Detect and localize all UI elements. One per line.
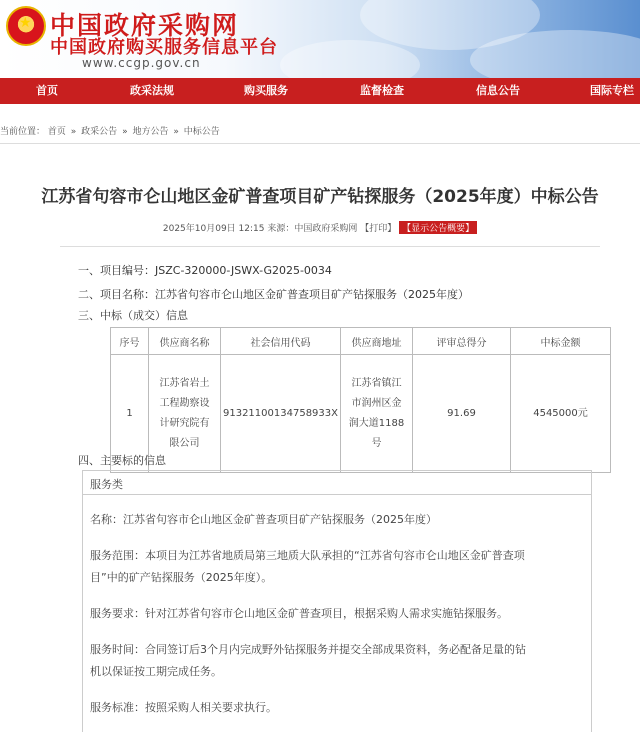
- col-credit-code: 社会信用代码: [221, 328, 341, 355]
- cell-line: 限公司: [169, 437, 200, 449]
- cell-line: 江苏省岩土: [159, 377, 210, 389]
- award-info-heading: 三、中标（成交）信息: [78, 309, 188, 322]
- nav-international[interactable]: 国际专栏: [590, 84, 634, 97]
- service-scope: 服务范围：本项目为江苏省地质局第三地质大队承担的“江苏省句容市仑山地区金矿普查项: [90, 549, 525, 562]
- project-name: 二、项目名称：江苏省句容市仑山地区金矿普查项目矿产钻探服务（2025年度）: [78, 288, 469, 301]
- breadcrumb-award[interactable]: 中标公告: [183, 127, 220, 137]
- article-meta: [0, 221, 640, 234]
- service-box-header: [83, 471, 591, 495]
- table-row: [111, 355, 611, 473]
- col-supplier-address: 供应商地址: [341, 328, 413, 355]
- cell-line: 号: [371, 437, 382, 449]
- cell-line: 润大道1188: [348, 417, 405, 429]
- main-subject-heading: 四、主要标的信息: [78, 454, 166, 467]
- show-summary-button[interactable]: 【显示公告概要】: [399, 221, 477, 234]
- service-box: [82, 470, 592, 732]
- banner-decoration: [280, 40, 420, 80]
- header-banner: [0, 0, 640, 80]
- divider: [60, 246, 600, 247]
- article-meta-text: 2025年10月09日 12:15 来源：中国政府采购网 【打印】: [162, 224, 397, 234]
- cell-credit-code: 91321100134758933X: [221, 355, 341, 473]
- table-header-row: [111, 328, 611, 355]
- service-standard: 服务标准：按照采购人相关要求执行。: [90, 701, 277, 714]
- col-index: 序号: [111, 328, 149, 355]
- cell-line: 市润州区金: [351, 397, 402, 409]
- site-subtitle: 中国政府购买服务信息平台: [50, 37, 278, 58]
- breadcrumb-home[interactable]: 首页: [47, 127, 66, 137]
- divider: [0, 143, 640, 144]
- breadcrumb-separator: »: [70, 127, 77, 137]
- breadcrumb-prefix: 当前位置：: [0, 127, 46, 137]
- breadcrumb-policy[interactable]: 政采公告: [81, 127, 118, 137]
- col-score: 评审总得分: [413, 328, 511, 355]
- page-title: 江苏省句容市仑山地区金矿普查项目矿产钻探服务（2025年度）中标公告: [41, 187, 599, 207]
- cell-amount: 4545000元: [511, 355, 611, 473]
- cell-index: 1: [111, 355, 149, 473]
- main-nav: [0, 78, 640, 104]
- col-supplier-name: 供应商名称: [149, 328, 221, 355]
- award-table: [110, 327, 611, 473]
- breadcrumb: [0, 124, 220, 137]
- breadcrumb-separator: »: [122, 127, 128, 137]
- service-time-cont: 机以保证按工期完成任务。: [90, 665, 222, 678]
- cell-line: 工程勘察设: [159, 397, 210, 409]
- cell-line: 江苏省镇江: [351, 377, 402, 389]
- service-category: 服务类: [90, 478, 123, 491]
- service-name: 名称：江苏省句容市仑山地区金矿普查项目矿产钻探服务（2025年度）: [90, 513, 437, 526]
- nav-announcements[interactable]: 信息公告: [476, 84, 520, 97]
- national-emblem-icon: ★: [6, 6, 46, 46]
- nav-regulations[interactable]: 政采法规: [130, 84, 174, 97]
- nav-purchase-services[interactable]: 购买服务: [244, 84, 288, 97]
- cell-score: 91.69: [413, 355, 511, 473]
- service-requirement: 服务要求：针对江苏省句容市仑山地区金矿普查项目，根据采购人需求实施钻探服务。: [90, 607, 508, 620]
- col-amount: 中标金额: [511, 328, 611, 355]
- service-time: 服务时间：合同签订后3个月内完成野外钻探服务并提交全部成果资料，务必配备足量的钻: [90, 643, 526, 656]
- service-scope-cont: 目”中的矿产钻探服务（2025年度）。: [90, 571, 273, 584]
- cell-supplier-address: [341, 355, 413, 473]
- nav-supervision[interactable]: 监督检查: [360, 84, 404, 97]
- cell-line: 计研究院有: [159, 417, 210, 429]
- breadcrumb-local[interactable]: 地方公告: [132, 127, 169, 137]
- breadcrumb-separator: »: [173, 127, 179, 137]
- project-number: 一、项目编号：JSZC-320000-JSWX-G2025-0034: [78, 264, 332, 277]
- site-url: www.ccgp.gov.cn: [82, 56, 201, 70]
- nav-home[interactable]: 首页: [36, 84, 58, 97]
- site-name[interactable]: 中国政府采购网: [50, 11, 240, 40]
